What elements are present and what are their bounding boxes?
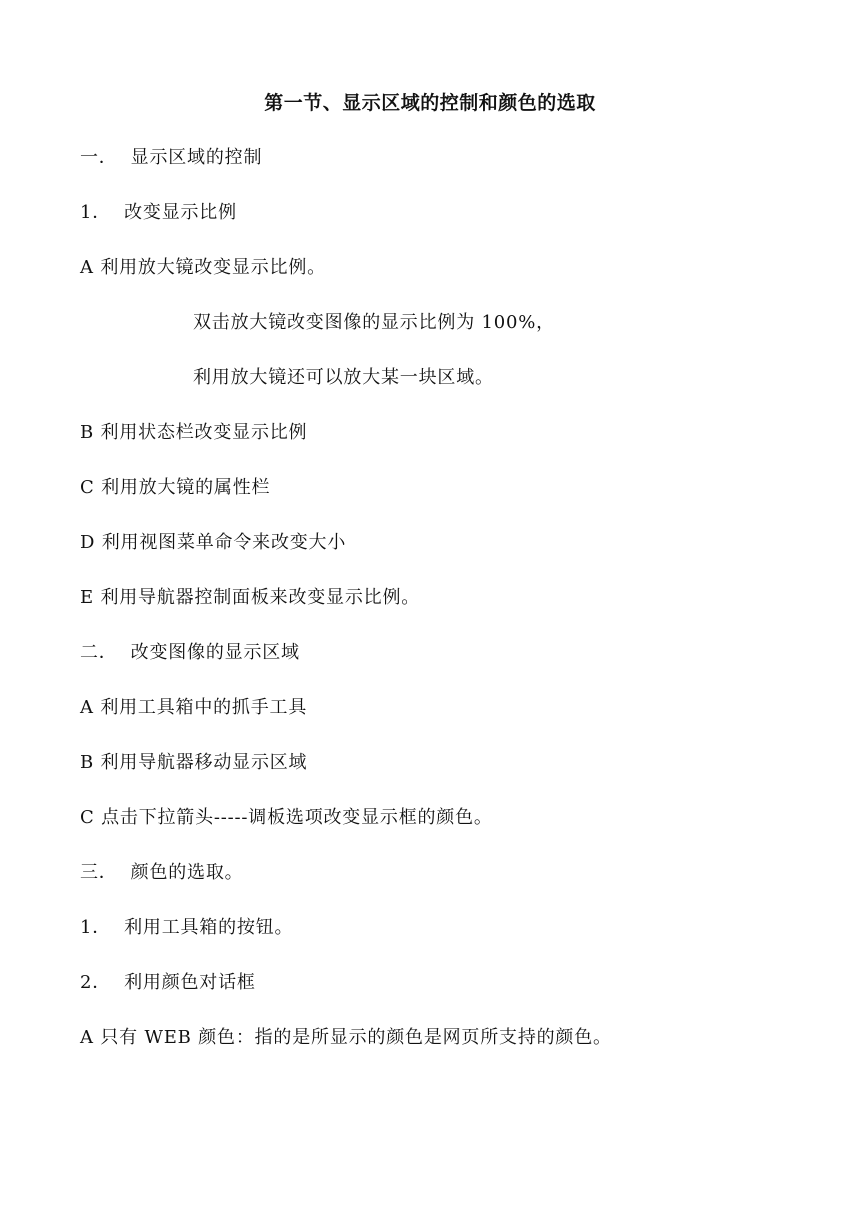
list-item-property-bar: C 利用放大镜的属性栏 [80,477,271,498]
list-item-navigator-panel: E 利用导航器控制面板来改变显示比例。 [80,587,421,608]
list-item-view-menu: D 利用视图菜单命令来改变大小 [80,532,347,553]
list-item-hand-tool: A 利用工具箱中的抓手工具 [80,697,308,718]
indented-note-double-click: 双击放大镜改变图像的显示比例为 100%， [193,312,555,333]
subheading-change-display-ratio: 1． 改变显示比例 [80,202,237,223]
list-item-magnifier: A 利用放大镜改变显示比例。 [80,257,326,278]
indented-note-zoom-region: 利用放大镜还可以放大某一块区域。 [193,367,494,388]
list-item-dropdown-arrow: C 点击下拉箭头-----调板选项改变显示框的颜色。 [80,807,493,828]
list-item-status-bar: B 利用状态栏改变显示比例 [80,422,308,443]
list-item-navigator-move: B 利用导航器移动显示区域 [80,752,308,773]
section-title: 第一节、显示区域的控制和颜色的选取 [264,92,596,114]
heading-display-area-control: 一． 显示区域的控制 [80,147,263,168]
subheading-toolbox-buttons: 1． 利用工具箱的按钮。 [80,917,294,938]
list-item-web-colors: A 只有 WEB 颜色：指的是所显示的颜色是网页所支持的颜色。 [80,1027,612,1048]
subheading-color-dialog: 2． 利用颜色对话框 [80,972,256,993]
heading-color-selection: 三． 颜色的选取。 [80,862,244,883]
heading-change-display-area: 二． 改变图像的显示区域 [80,642,300,663]
